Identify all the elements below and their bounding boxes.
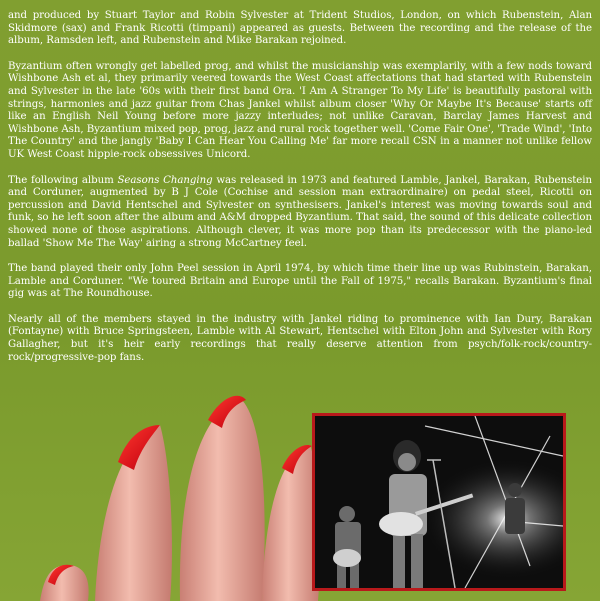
article-text [8,10,592,377]
band-photo-frame [312,413,566,591]
finger-far-left [40,565,89,601]
album-title: Seasons Changing [117,174,213,186]
paragraph-text: The following album [8,174,118,186]
article-paragraph [8,10,592,48]
paragraph-text: The band played their only John Peel session in April 1974, by which time their line up was Rubinstein, Barakan, Lamble and Corduner. "We toured Britain and Europe until the Fall of 1975," recalls Barakan. Byzantium's final gig was at The Roundhouse. [8,263,592,300]
article-paragraph [8,175,592,251]
band-live-photo-illustration [315,416,563,588]
paragraph-text: was released in 1973 and featured Lamble, Jankel, Barakan, Rubenstein and Corduner, augmented by B J Cole (Cochise and session man extraordinaire) on pedal steel, Ricotti on percussion and David Hentschel and Sylvester on synthesisers. Jankel's interest was moving towards soul and funk, so he left soon after the album and A&M dropped Byzantium. That said, the sound of this delicate collection showed none of those aspirations. Although clever, it was more pop than its predecessor with the piano-led ballad 'Show Me The Way' airing a strong McCartney feel. [8,174,593,249]
red-nails-illustration [0,380,320,601]
paragraph-text: and produced by Stuart Taylor and Robin Sylvester at Trident Studios, London, on which Rubenstein, Alan Skidmore (sax) and Frank Ricotti (timpani) appeared as guests. Between the recording and the release of the album, Ramsden left, and Rubenstein and Mike Barakan rejoined. [8,10,592,47]
article-paragraph [8,314,592,364]
band-photo [315,416,563,588]
finger-middle [180,398,265,601]
paragraph-text: Byzantium often wrongly get labelled prog, and whilst the musicianship was exemplarily, with a few nods toward Wishbone Ash et al, they primarily veered towards the West Coast affectations that had started with Rubenstein and Sylvester in the late '60s with their first band Ora. 'I Am A Stranger To My Life' is beautifully pastoral with strings, harmonies and jazz guitar from Chas Jankel whilst album closer 'Why Or Maybe It's Because' starts off like an English Neil Young before more jazzy interludes; not unlike Caravan, Barclay James Harvest and Wishbone Ash, Byzantium mixed pop, prog, jazz and rural rock together well. 'Come Fair One', 'Trade Wind', 'Into The Country' and the jangly 'Baby I Can Hear You Calling Me' far more recall CSN in a manner not unlike fellow UK West Coast hippie-rock obsessives Unicord. [8,60,592,160]
article-paragraph [8,263,592,301]
paragraph-text: Nearly all of the members stayed in the industry with Jankel riding to prominence with Ian Dury, Barakan (Fontayne) with Bruce Springsteen, Lamble with Al Stewart, Hentschel with Elton John and Sylvester with Rory Gallagher, but it's heir early recordings that really deserve attention from psych/folk-rock/country-rock/progressive-pop fans. [8,313,592,363]
article-paragraph [8,61,592,162]
